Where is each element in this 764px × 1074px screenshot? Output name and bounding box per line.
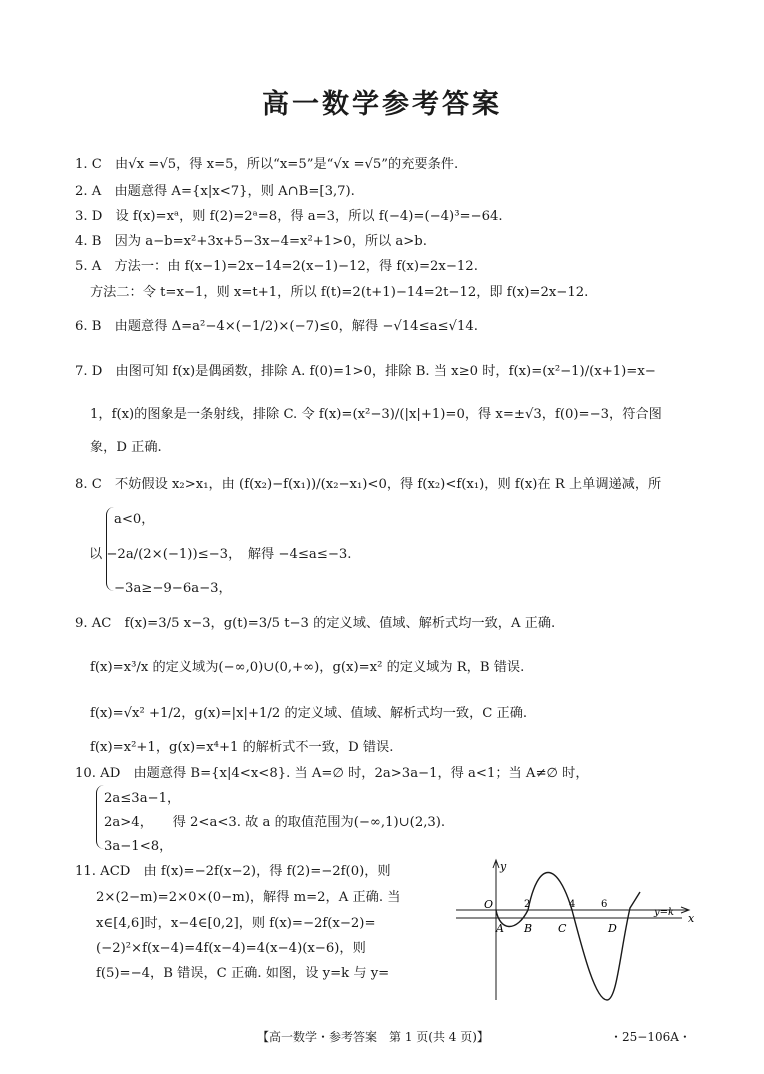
answer-9-b: f(x)=x³/x 的定义域为(−∞,0)∪(0,+∞)，g(x)=x² 的定义域为 R，B 错误. bbox=[90, 660, 525, 675]
answer-11-line-3: x∈[4,6]时，x−4∈[0,2]，则 f(x)=−2f(x−2)= bbox=[96, 916, 376, 931]
answer-5-method-1: 5. A 方法一：由 f(x−1)=2x−14=2(x−1)−12，得 f(x)=2x−12. bbox=[75, 259, 478, 274]
answer-7-line-3: 象，D 正确. bbox=[90, 440, 162, 455]
answer-7-line-2: 1，f(x)的图象是一条射线，排除 C. 令 f(x)=(x²−3)/(|x|+1)=0，得 x=±√3，f(0)=−3，符合图 bbox=[90, 407, 662, 422]
answer-10-line-1: 10. AD 由题意得 B={x|4<x<8}. 当 A=∅ 时，2a>3a−1，得 a<1；当 A≠∅ 时， bbox=[75, 766, 589, 781]
footer-page-info: 【高一数学・参考答案 第 1 页(共 4 页)】 bbox=[257, 1030, 489, 1044]
point-d: D bbox=[608, 922, 617, 935]
answer-8-system-2: 以 −2a/(2×(−1))≤−3， 解得 −4≤a≤−3. bbox=[89, 547, 352, 562]
page-title: 高一数学参考答案 bbox=[262, 89, 502, 120]
answer-5-method-2: 方法二：令 t=x−1，则 x=t+1，所以 f(t)=2(t+1)−14=2t−12，即 f(x)=2x−12. bbox=[90, 285, 589, 300]
tick-2: 2 bbox=[524, 899, 531, 910]
answer-11-line-1: 11. ACD 由 f(x)=−2f(x−2)，得 f(2)=−2f(0)，则 bbox=[75, 864, 391, 879]
point-b: B bbox=[524, 922, 533, 935]
answer-8-system-3: −3a≥−9−6a−3， bbox=[114, 581, 232, 596]
line-label: y=k bbox=[654, 907, 675, 918]
function-curve bbox=[496, 873, 640, 1001]
answer-3: 3. D 设 f(x)=xᵃ，则 f(2)=2ᵃ=8，得 a=3，所以 f(−4)=(−4)³=−64. bbox=[75, 209, 503, 224]
x-axis-label: x bbox=[688, 912, 695, 925]
answer-8-line-1: 8. C 不妨假设 x₂>x₁，由 (f(x₂)−f(x₁))/(x₂−x₁)<0，得 f(x₂)<f(x₁)，则 f(x)在 R 上单调递减，所 bbox=[75, 477, 662, 492]
answer-8-system-1: a<0， bbox=[114, 512, 155, 527]
answer-10-system-1: 2a≤3a−1， bbox=[104, 791, 181, 806]
tick-6: 6 bbox=[601, 899, 608, 910]
answer-11-line-5: f(5)=−4，B 错误，C 正确. 如图，设 y=k 与 y= bbox=[96, 966, 390, 981]
function-graph bbox=[452, 852, 702, 1002]
answer-1: 1. C 由√x =√5，得 x=5，所以“x=5”是“√x =√5”的充要条件. bbox=[75, 157, 459, 172]
tick-4: 4 bbox=[569, 899, 576, 910]
origin-label: O bbox=[484, 898, 494, 911]
point-a: A bbox=[496, 922, 504, 935]
answer-10-system-2: 2a>4， 得 2<a<3. 故 a 的取值范围为(−∞,1)∪(2,3). bbox=[104, 815, 446, 830]
y-axis-label: y bbox=[500, 860, 507, 873]
answer-10-system-3: 3a−1<8， bbox=[104, 839, 173, 854]
answer-9-a: 9. AC f(x)=3/5 x−3，g(t)=3/5 t−3 的定义域、值域、解析式均一致，A 正确. bbox=[75, 616, 556, 631]
answer-4: 4. B 因为 a−b=x²+3x+5−3x−4=x²+1>0，所以 a>b. bbox=[75, 234, 427, 249]
answer-11-line-4: (−2)²×f(x−4)=4f(x−4)=4(x−4)(x−6)，则 bbox=[96, 941, 366, 956]
point-c: C bbox=[558, 922, 567, 935]
footer-code: ・25−106A・ bbox=[610, 1030, 691, 1044]
answer-9-c: f(x)=√x² +1/2，g(x)=|x|+1/2 的定义域、值域、解析式均一致，C 正确. bbox=[90, 706, 528, 721]
answer-2: 2. A 由题意得 A={x|x<7}，则 A∩B=[3,7). bbox=[75, 184, 355, 199]
answer-9-d: f(x)=x²+1，g(x)=x⁴+1 的解析式不一致，D 错误. bbox=[90, 740, 394, 755]
answer-7-line-1: 7. D 由图可知 f(x)是偶函数，排除 A. f(0)=1>0，排除 B. 当 x≥0 时，f(x)=(x²−1)/(x+1)=x− bbox=[75, 364, 656, 379]
answer-6: 6. B 由题意得 Δ=a²−4×(−1/2)×(−7)≤0，解得 −√14≤a≤√14. bbox=[75, 319, 478, 334]
answer-11-line-2: 2×(2−m)=2×0×(0−m)，解得 m=2，A 正确. 当 bbox=[96, 890, 401, 905]
